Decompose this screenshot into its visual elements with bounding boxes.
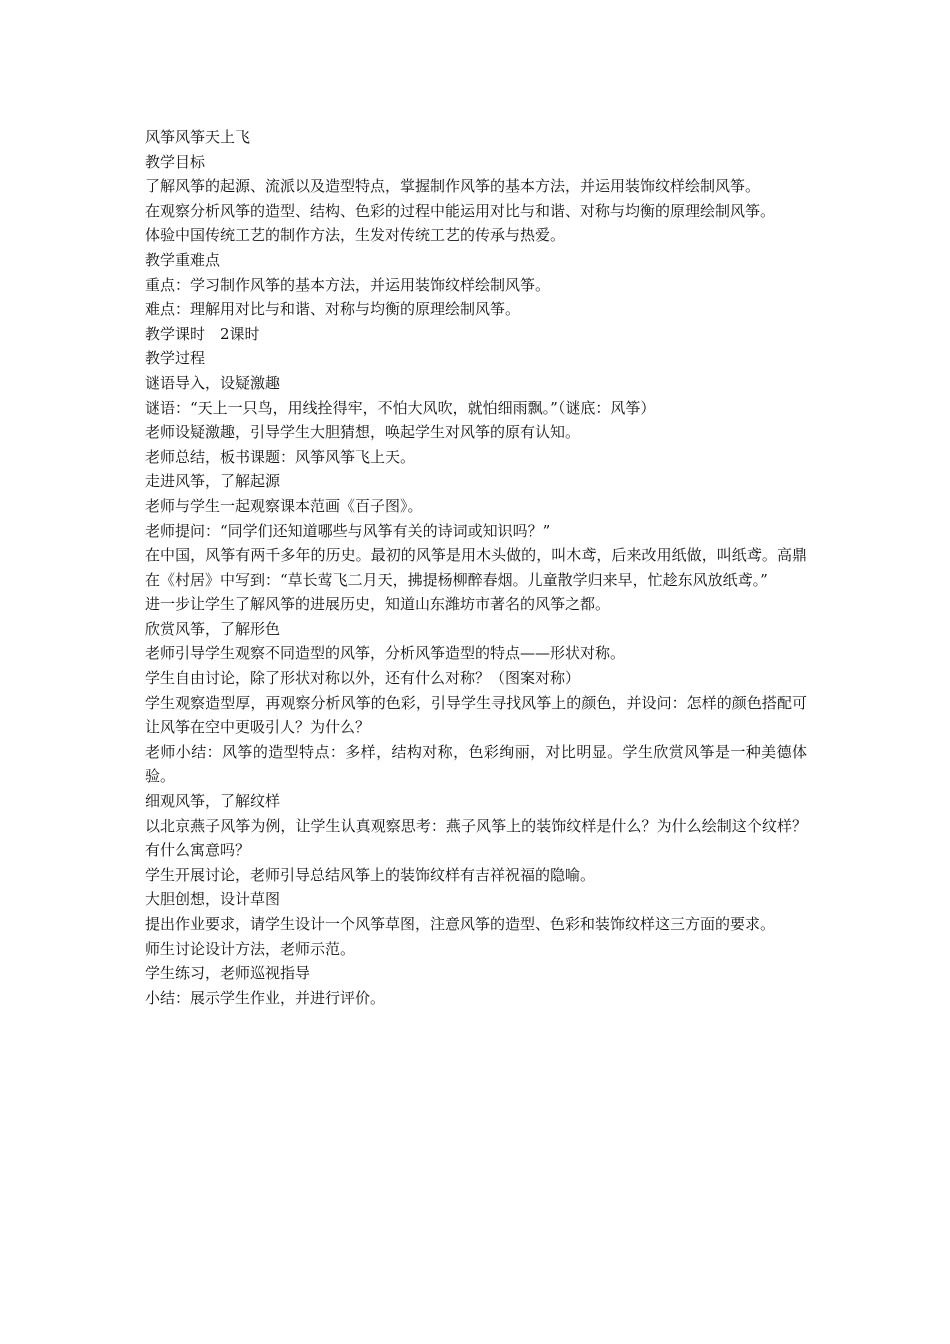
paragraph: 学生自由讨论，除了形状对称以外，还有什么对称？（图案对称） bbox=[145, 669, 581, 688]
section-heading-objectives: 教学目标 bbox=[145, 152, 206, 171]
paragraph: 小结：展示学生作业，并进行评价。 bbox=[145, 988, 386, 1007]
paragraph: 师生讨论设计方法，老师示范。 bbox=[145, 939, 356, 958]
paragraph: 学生练习，老师巡视指导 bbox=[145, 964, 311, 983]
paragraph: 进一步让学生了解风筝的进展历史，知道山东潍坊市著名的风筝之都。 bbox=[145, 595, 611, 614]
key-point: 重点：学习制作风筝的基本方法，并运用装饰纹样绘制风筝。 bbox=[145, 275, 551, 294]
paragraph: 老师总结，板书课题：风筝风筝飞上天。 bbox=[145, 447, 416, 466]
paragraph: 老师设疑激趣，引导学生大胆猜想，唤起学生对风筝的原有认知。 bbox=[145, 423, 581, 442]
paragraph: 谜语：“天上一只鸟，用线拴得牢，不怕大风吹，就怕细雨飘。”（谜底：风筝） bbox=[145, 398, 656, 417]
paragraph: 提出作业要求，请学生设计一个风筝草图，注意风筝的造型、色彩和装饰纹样这三方面的要求。 bbox=[145, 915, 776, 933]
paragraph: 老师引导学生观察不同造型的风筝，分析风筝造型的特点——形状对称。 bbox=[145, 644, 626, 663]
difficult-point: 难点：理解用对比与和谐、对称与均衡的原理绘制风筝。 bbox=[145, 300, 521, 319]
paragraph: 老师小结：风筝的造型特点：多样，结构对称，色彩绚丽，对比明显。学生欣赏风筝是一种美德体验。 bbox=[145, 742, 807, 786]
step-heading-appreciate: 欣赏风筝，了解形色 bbox=[145, 619, 281, 638]
paragraph: 老师提问：“同学们还知道哪些与风筝有关的诗词或知识吗？” bbox=[145, 521, 551, 540]
objective-2: 在观察分析风筝的造型、结构、色彩的过程中能运用对比与和谐、对称与均衡的原理绘制风筝。 bbox=[145, 201, 776, 220]
step-heading-origin: 走进风筝，了解起源 bbox=[145, 472, 281, 491]
step-heading-riddle: 谜语导入，设疑激趣 bbox=[145, 373, 281, 392]
document-title: 风筝风筝天上飞 bbox=[145, 128, 251, 146]
section-heading-process: 教学过程 bbox=[145, 349, 206, 368]
section-heading-key-points: 教学重难点 bbox=[145, 250, 221, 269]
class-hours: 教学课时 2课时 bbox=[145, 324, 260, 343]
paragraph: 老师与学生一起观察课本范画《百子图》。 bbox=[145, 496, 423, 515]
objective-3: 体验中国传统工艺的制作方法，生发对传统工艺的传承与热爱。 bbox=[145, 226, 566, 245]
paragraph: 在中国，风筝有两千多年的历史。最初的风筝是用木头做的，叫木鸢，后来改用纸做，叫纸鸢。高鼎在《村居》中写到：“草长莺飞二月天，拂提杨柳醉春烟。儿童散学归来早，忙趁东风放纸鸢。” bbox=[145, 546, 807, 589]
paragraph: 学生开展讨论，老师引导总结风筝上的装饰纹样有吉祥祝福的隐喻。 bbox=[145, 865, 596, 884]
objective-1: 了解风筝的起源、流派以及造型特点，掌握制作风筝的基本方法，并运用装饰纹样绘制风筝。 bbox=[145, 177, 761, 196]
step-heading-patterns: 细观风筝，了解纹样 bbox=[145, 792, 281, 811]
step-heading-design: 大胆创想，设计草图 bbox=[145, 890, 281, 909]
document-page bbox=[145, 125, 807, 1010]
paragraph: 学生观察造型厚，再观察分析风筝的色彩，引导学生寻找风筝上的颜色，并设问：怎样的颜色搭配可让风筝在空中更吸引人？为什么？ bbox=[145, 693, 807, 737]
paragraph: 以北京燕子风筝为例，让学生认真观察思考：燕子风筝上的装饰纹样是什么？为什么绘制这个纹样？有什么寓意吗？ bbox=[145, 816, 807, 860]
